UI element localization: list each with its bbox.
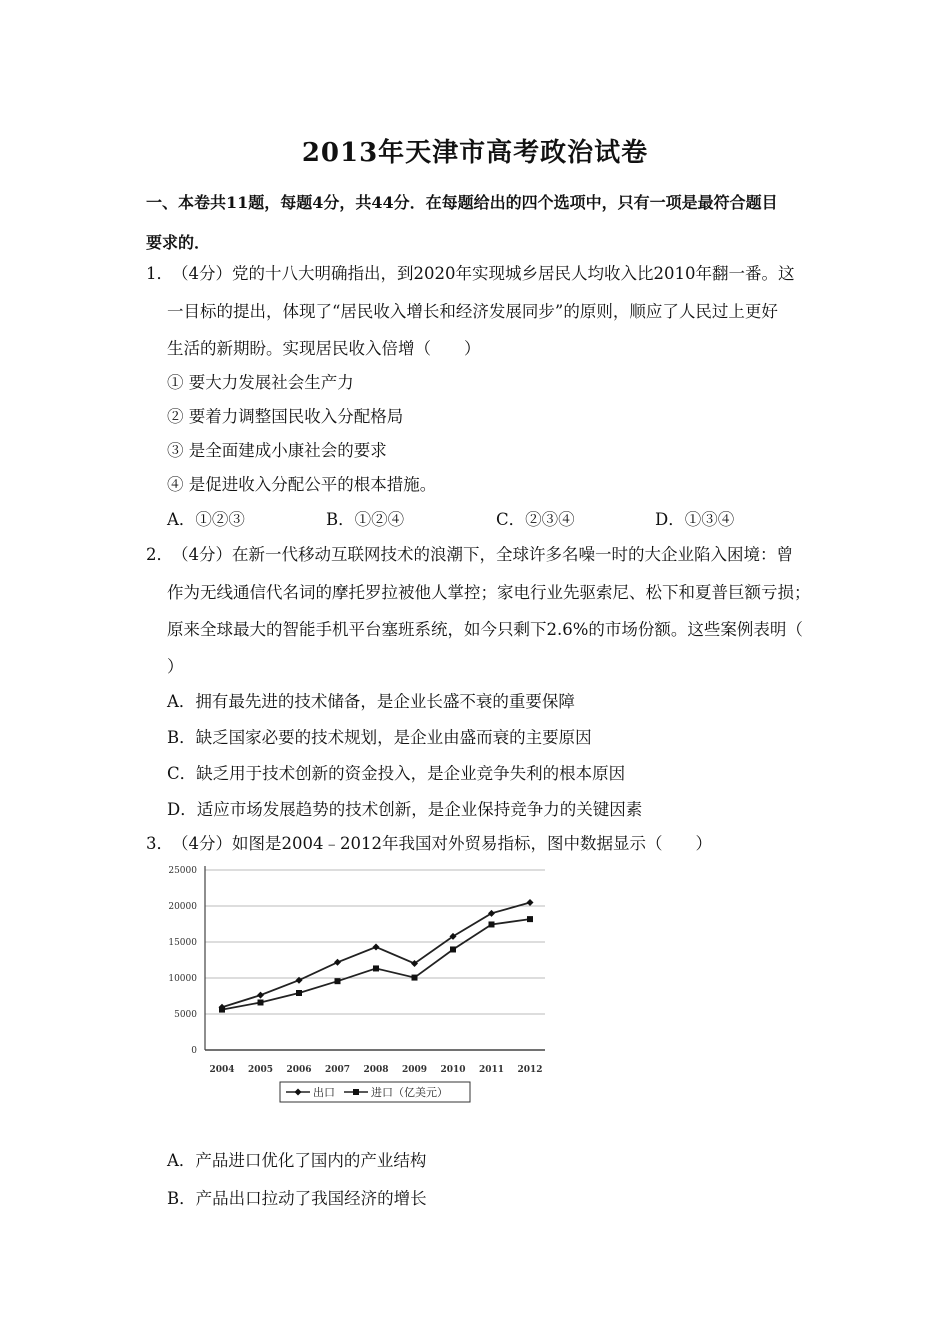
y-tick-label-25000: 25000 xyxy=(168,866,197,876)
y-tick-label-20000: 20000 xyxy=(168,902,197,912)
x-tick-label-2007: 2007 xyxy=(324,1065,351,1075)
x-tick-label-2011: 2011 xyxy=(478,1065,505,1075)
legend-label-export: 出口 xyxy=(313,1086,335,1099)
chart-axes xyxy=(168,866,545,1075)
trade-line-chart xyxy=(150,860,570,1120)
y-tick-label-5000: 5000 xyxy=(174,1010,197,1020)
q1-option-d: D．①③④ xyxy=(655,510,735,529)
q2-text-line1: （4分）在新一代移动互联网技术的浪潮下，全球许多名噪一时的大企业陷入困境：曾 xyxy=(172,545,793,564)
q1-item-2: ② 要着力调整国民收入分配格局 xyxy=(167,407,404,426)
point-进口-2010 xyxy=(450,946,456,952)
q3-option-b: B．产品出口拉动了我国经济的增长 xyxy=(167,1189,427,1208)
legend-marker-import xyxy=(353,1089,359,1095)
q2-option-c: C．缺乏用于技术创新的资金投入，是企业竞争失利的根本原因 xyxy=(167,764,626,783)
y-tick-label-15000: 15000 xyxy=(168,938,197,948)
x-tick-label-2008: 2008 xyxy=(363,1065,389,1075)
q1-option-a: A．①②③ xyxy=(167,510,245,529)
point-进口-2009 xyxy=(412,975,418,981)
point-出口-2008 xyxy=(373,943,380,950)
point-出口-2007 xyxy=(334,959,341,966)
point-进口-2007 xyxy=(335,978,341,984)
q2-text-line2: 作为无线通信代名词的摩托罗拉被他人掌控；家电行业先驱索尼、松下和夏普巨额亏损； xyxy=(167,583,811,602)
x-tick-label-2005: 2005 xyxy=(247,1065,274,1075)
chart-legend xyxy=(280,1082,470,1102)
point-出口-2005 xyxy=(257,992,264,999)
x-tick-label-2004: 2004 xyxy=(209,1065,235,1075)
q1-number: 1． xyxy=(146,264,173,283)
q2-number: 2． xyxy=(146,545,173,564)
y-tick-label-0: 0 xyxy=(191,1046,197,1056)
point-进口-2005 xyxy=(258,999,264,1005)
q1-item-3: ③ 是全面建成小康社会的要求 xyxy=(167,441,387,460)
section-instruction-line2: 要求的． xyxy=(146,233,211,252)
chart-series xyxy=(219,899,534,1013)
point-进口-2008 xyxy=(373,965,379,971)
q1-item-1: ① 要大力发展社会生产力 xyxy=(167,373,354,392)
point-出口-2012 xyxy=(527,899,534,906)
q2-option-b: B．缺乏国家必要的技术规划，是企业由盛而衰的主要原因 xyxy=(167,728,592,747)
q3-text: （4分）如图是2004﹣2012年我国对外贸易指标，图中数据显示（ ） xyxy=(172,834,712,853)
point-进口-2006 xyxy=(296,990,302,996)
point-进口-2004 xyxy=(219,1007,225,1013)
section-instruction-line1: 一、本卷共11题，每题4分，共44分．在每题给出的四个选项中，只有一项是最符合题目 xyxy=(146,193,778,212)
y-tick-label-10000: 10000 xyxy=(168,974,197,984)
q1-option-c: C．②③④ xyxy=(496,510,575,529)
page-title: 2013年天津市高考政治试卷 xyxy=(301,138,649,168)
q1-text-line1: （4分）党的十八大明确指出，到2020年实现城乡居民人均收入比2010年翻一番。这 xyxy=(172,264,795,283)
point-进口-2011 xyxy=(489,921,495,927)
q3-number: 3． xyxy=(146,834,173,853)
q3-option-a: A．产品进口优化了国内的产业结构 xyxy=(167,1151,427,1170)
series-line-出口 xyxy=(222,902,530,1007)
q1-option-b: B．①②④ xyxy=(326,510,405,529)
legend-label-import: 进口（亿美元） xyxy=(371,1086,448,1099)
series-line-进口 xyxy=(222,919,530,1009)
chart-grid xyxy=(205,870,545,1014)
q2-option-a: A．拥有最先进的技术储备，是企业长盛不衰的重要保障 xyxy=(167,692,575,711)
x-tick-label-2006: 2006 xyxy=(286,1065,312,1075)
q1-text-line3: 生活的新期盼。实现居民收入倍增（ ） xyxy=(167,339,481,358)
point-进口-2012 xyxy=(527,916,533,922)
q1-item-4: ④ 是促进收入分配公平的根本措施。 xyxy=(167,475,437,494)
x-tick-label-2009: 2009 xyxy=(401,1065,428,1075)
x-tick-label-2010: 2010 xyxy=(440,1065,466,1075)
q2-option-d: D．适应市场发展趋势的技术创新，是企业保持竞争力的关键因素 xyxy=(167,800,643,819)
q1-text-line2: 一目标的提出，体现了“居民收入增长和经济发展同步”的原则，顺应了人民过上更好 xyxy=(167,302,778,321)
q2-text-line3: 原来全球最大的智能手机平台塞班系统，如今只剩下2.6%的市场份额。这些案例表明（ xyxy=(167,620,803,639)
legend-marker-export xyxy=(295,1089,302,1096)
x-tick-label-2012: 2012 xyxy=(517,1065,543,1075)
q2-text-line4: ） xyxy=(167,657,184,676)
